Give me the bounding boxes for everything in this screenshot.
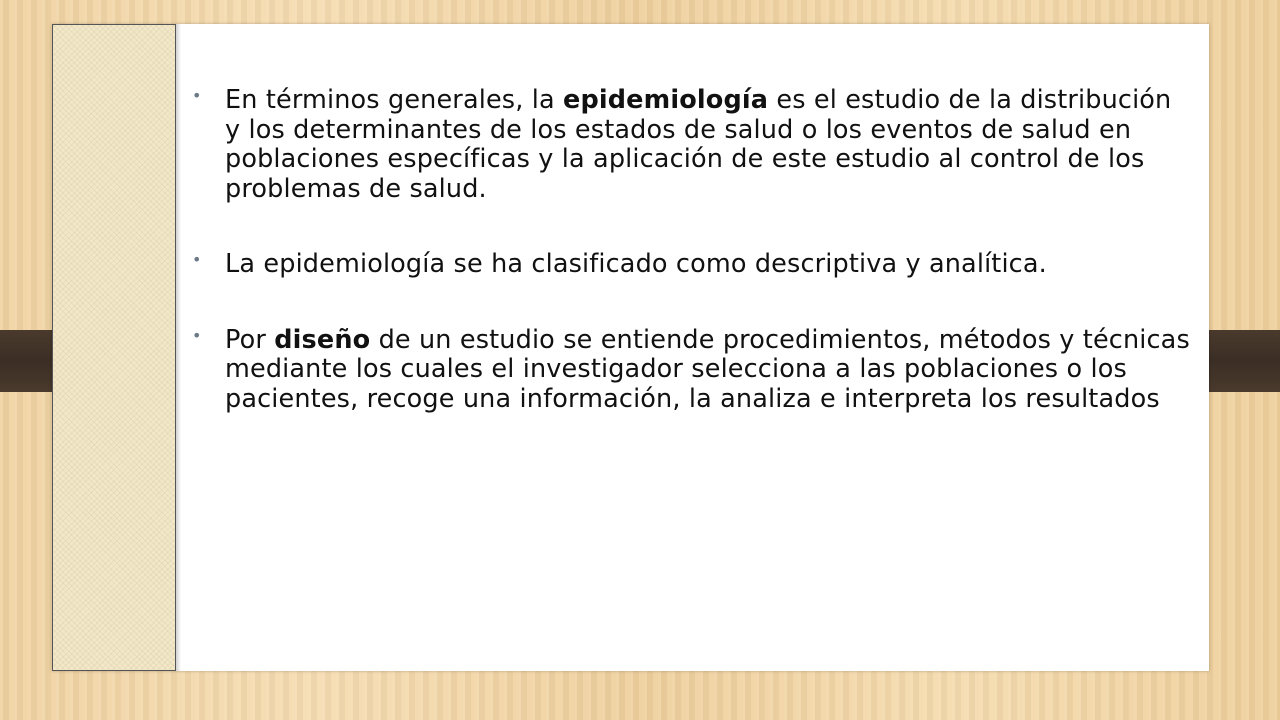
bullet-dot-icon: • [192, 86, 202, 105]
bullet-text-before: En términos generales, la [225, 85, 564, 115]
slide-side-shadow [176, 24, 181, 671]
bullet-text-bold: diseño [274, 324, 371, 355]
background-band-right [1209, 330, 1280, 392]
slide [52, 24, 1209, 671]
bullet-item-design [192, 326, 1192, 415]
bullet-item-definition [192, 86, 1192, 204]
bullet-text-before: La epidemiología se ha clasificado como descriptiva y analítica. [225, 249, 1047, 279]
background-band-left [0, 330, 52, 392]
bullet-dot-icon: • [192, 250, 202, 269]
bullet-text-bold: epidemiología [563, 85, 769, 115]
bullet-dot-icon: • [192, 325, 202, 345]
bullet-text-before: Por [225, 324, 275, 355]
bullet-text-after: de un estudio se entiende procedimientos, métodos y técnicas mediante los cuales el investigador selecciona a las poblaciones o los pacientes, recoge una información, la analiza e interpreta los resultados [225, 324, 1190, 414]
bullet-item-classification [192, 250, 1192, 280]
slide-side-strip [52, 24, 176, 671]
slide-content [192, 86, 1192, 460]
bullet-text-after: es el estudio de la distribución y los determinantes de los estados de salud o los eventos de salud en poblaciones específicas y la aplicación de este estudio al control de los problemas de salud. [225, 85, 1172, 204]
